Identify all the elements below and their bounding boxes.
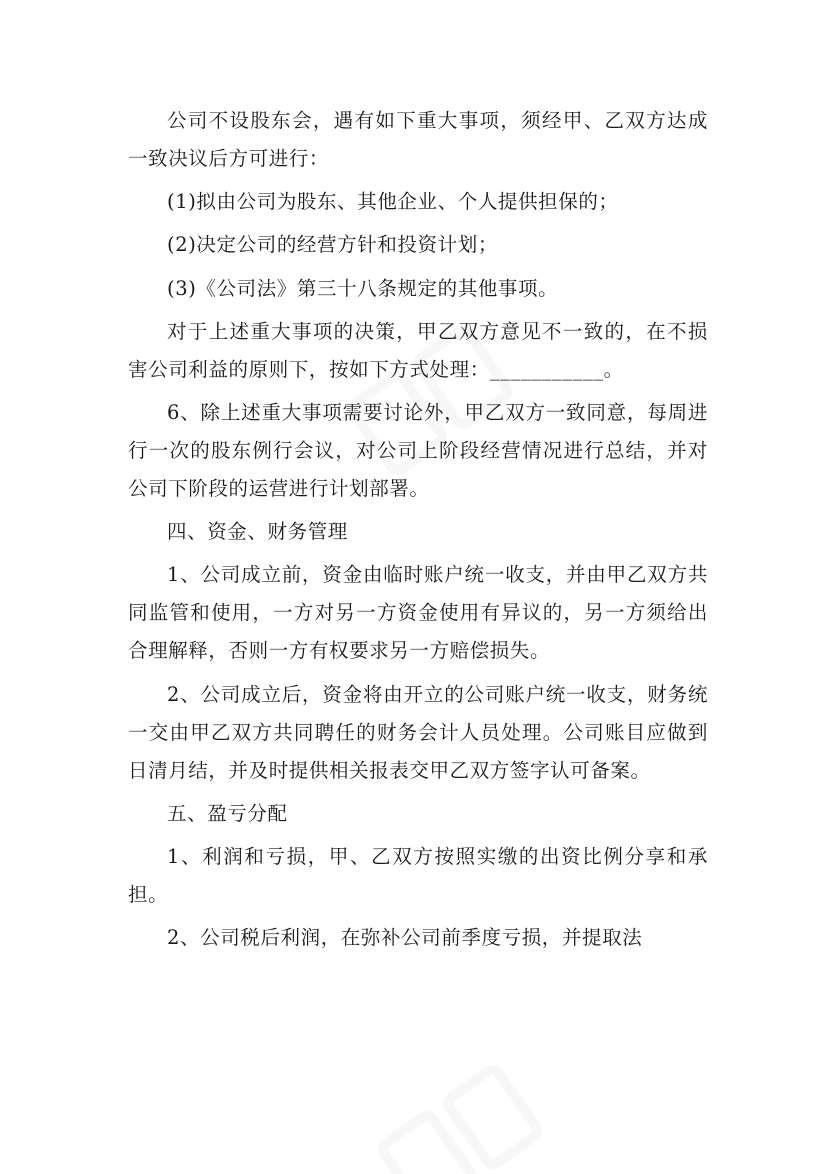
list-item-policy: (2)决定公司的经营方针和投资计划； — [167, 233, 498, 257]
section-heading-profit-loss: 五、盈亏分配 — [167, 801, 288, 825]
paragraph-weekly-meeting: 6、除上述重大事项需要讨论外，甲乙双方一致同意，每周进行一次的股东例行会议，对公司上阶段经营情况进行总结，并对公司下阶段的运营进行计划部署。 — [128, 400, 708, 500]
paragraph-before-establishment: 1、公司成立前，资金由临时账户统一收支，并由甲乙双方共同监管和使用，一方对另一方资金使用有异议的，另一方须给出合理解释，否则一方有权要求另一方赔偿损失。 — [128, 563, 708, 663]
paragraph-after-tax-profit: 2、公司税后利润，在弥补公司前季度亏损，并提取法 — [167, 926, 643, 950]
list-item-other-matters: (3)《公司法》第三十八条规定的其他事项。 — [167, 276, 559, 300]
section-heading-finance: 四、资金、财务管理 — [167, 520, 348, 544]
document-body — [128, 102, 708, 962]
paragraph-disagreement: 对于上述重大事项的决策，甲乙双方意见不一致的，在不损害公司利益的原则下，按如下方式处理：___________。 — [128, 319, 708, 381]
list-item-guarantee: (1)拟由公司为股东、其他企业、个人提供担保的； — [167, 190, 619, 214]
paragraph-after-establishment: 2、公司成立后，资金将由开立的公司账户统一收支，财务统一交由甲乙双方共同聘任的财务会计人员处理。公司账目应做到日清月结，并及时提供相关报表交甲乙双方签字认可备案。 — [128, 682, 708, 782]
paragraph-shareholder-meeting: 公司不设股东会，遇有如下重大事项，须经甲、乙双方达成一致决议后方可进行： — [128, 109, 708, 170]
paragraph-profit-sharing: 1、利润和亏损，甲、乙双方按照实缴的出资比例分享和承担。 — [128, 844, 708, 906]
watermark-logo-bottom — [360, 1040, 560, 1174]
